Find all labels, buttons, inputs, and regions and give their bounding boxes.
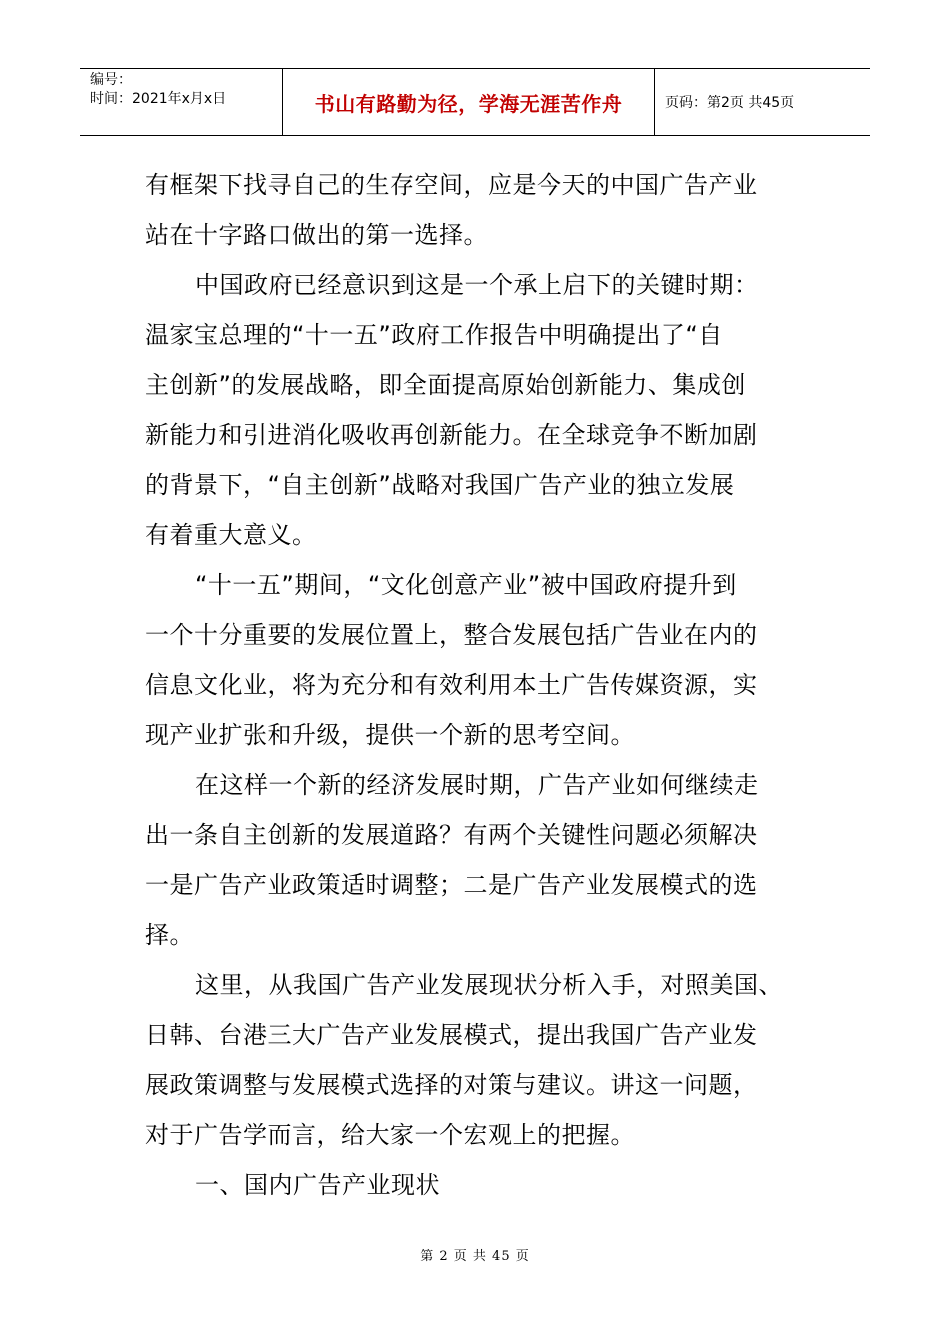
body-line: 日韩、台港三大广告产业发展模式，提出我国广告产业发	[145, 1021, 758, 1049]
body-line: 在这样一个新的经济发展时期，广告产业如何继续走	[195, 771, 759, 799]
document-time-label: 时间：2021年x月x日	[90, 91, 227, 107]
header-motto: 书山有路勤为径，学海无涯苦作舟	[314, 91, 623, 116]
header-page-cell	[655, 69, 870, 135]
body-line: 对于广告学而言，给大家一个宏观上的把握。	[145, 1121, 635, 1149]
body-line: 有着重大意义。	[145, 521, 317, 549]
body-line: 一、国内广告产业现状	[195, 1171, 440, 1199]
body-line: 有框架下找寻自己的生存空间，应是今天的中国广告产业	[145, 171, 758, 199]
body-line: 信息文化业，将为充分和有效利用本土广告传媒资源，实	[145, 671, 758, 699]
body-line: 主创新”的发展战略，即全面提高原始创新能力、集成创	[145, 371, 746, 399]
header-meta-cell	[80, 69, 283, 135]
body-line: 中国政府已经意识到这是一个承上启下的关键时期：	[195, 271, 759, 299]
body-line: 择。	[145, 921, 194, 949]
document-body	[145, 160, 810, 1210]
body-line: 的背景下，“自主创新”战略对我国广告产业的独立发展	[145, 471, 735, 499]
page-header	[80, 68, 870, 136]
body-line: 站在十字路口做出的第一选择。	[145, 221, 488, 249]
body-line: 现产业扩张和升级，提供一个新的思考空间。	[145, 721, 635, 749]
body-line: 这里，从我国广告产业发展现状分析入手，对照美国、	[195, 971, 783, 999]
header-page-info: 页码：第2页 共45页	[665, 95, 795, 111]
body-line: 新能力和引进消化吸收再创新能力。在全球竞争不断加剧	[145, 421, 758, 449]
body-line: 出一条自主创新的发展道路？有两个关键性问题必须解决	[145, 821, 758, 849]
body-line: 温家宝总理的“十一五”政府工作报告中明确提出了“自	[145, 321, 723, 349]
body-line: 一个十分重要的发展位置上，整合发展包括广告业在内的	[145, 621, 758, 649]
header-motto-cell	[283, 69, 655, 135]
page-footer: 第 2 页 共 45 页	[420, 1249, 530, 1264]
body-line: 展政策调整与发展模式选择的对策与建议。讲这一问题，	[145, 1071, 758, 1099]
document-number-label: 编号：	[90, 72, 132, 88]
body-line: 一是广告产业政策适时调整；二是广告产业发展模式的选	[145, 871, 758, 899]
body-line: “十一五”期间，“文化创意产业”被中国政府提升到	[195, 571, 737, 599]
